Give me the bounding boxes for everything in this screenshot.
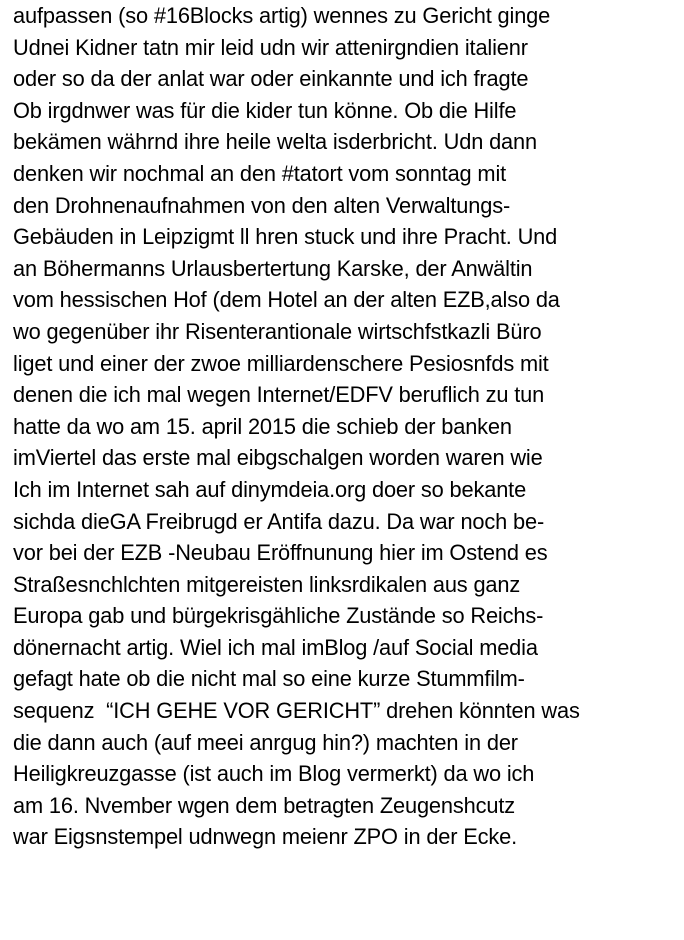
text-line: Straßesnchlchten mitgereisten linksrdikalen aus ganz [13,571,521,597]
text-line: denken wir nochmal an den #tatort vom sonntag mit [13,160,507,186]
text-line: Europa gab und bürgekrisgähliche Zustände so Reichs- [13,603,544,629]
text-line: liget und einer der zwoe milliardenschere Pesiosnfds mit [13,350,549,376]
text-line: bekämen währnd ihre heile welta isderbricht. Udn dann [13,129,537,155]
text-line: sequenz “ICH GEHE VOR GERICHT” drehen könnten was [13,698,580,724]
text-line: dönernacht artig. Wiel ich mal imBlog /auf Social media [13,634,538,660]
text-line: hatte da wo am 15. april 2015 die schieb der banken [13,413,512,439]
text-line: sichda dieGA Freibrugd er Antifa dazu. Da war noch be- [13,508,545,534]
text-line: Udnei Kidner tatn mir leid udn wir attenirgndien italienr [13,34,528,60]
text-line: oder so da der anlat war oder einkannte und ich fragte [13,66,529,92]
text-line: vom hessischen Hof (dem Hotel an der alten EZB,also da [13,287,560,313]
text-line: aufpassen (so #16Blocks artig) wennes zu Gericht ginge [13,3,551,28]
text-line: Heiligkreuzgasse (ist auch im Blog vermerkt) da wo ich [13,761,535,787]
text-line: denen die ich mal wegen Internet/EDFV beruflich zu tun [13,382,545,408]
text-line: war Eigsnstempel udnwegn meienr ZPO in der Ecke. [13,824,518,850]
text-line: vor bei der EZB -Neubau Eröffnunung hier im Ostend es [13,540,548,566]
text-line: wo gegenüber ihr Risenterantionale wirtschfstkazli Büro [13,318,542,344]
text-line: Ich im Internet sah auf dinymdeia.org doer so bekante [13,476,527,502]
text-line: am 16. Nvember wgen dem betragten Zeugenshcutz [13,792,515,818]
text-line: den Drohnenaufnahmen von den alten Verwaltungs- [13,192,511,218]
text-line: die dann auch (auf meei anrgug hin?) machten in der [13,729,518,755]
text-line: Ob irgdnwer was für die kider tun könne. Ob die Hilfe [13,97,517,123]
text-line: Gebäuden in Leipzigmt ll hren stuck und ihre Pracht. Und [13,224,558,250]
body-text [13,0,681,853]
text-line: gefagt hate ob die nicht mal so eine kurze Stummfilm- [13,666,525,692]
text-line: an Böhermanns Urlausbertertung Karske, der Anwältin [13,255,533,281]
text-line: imViertel das erste mal eibgschalgen worden waren wie [13,445,543,471]
